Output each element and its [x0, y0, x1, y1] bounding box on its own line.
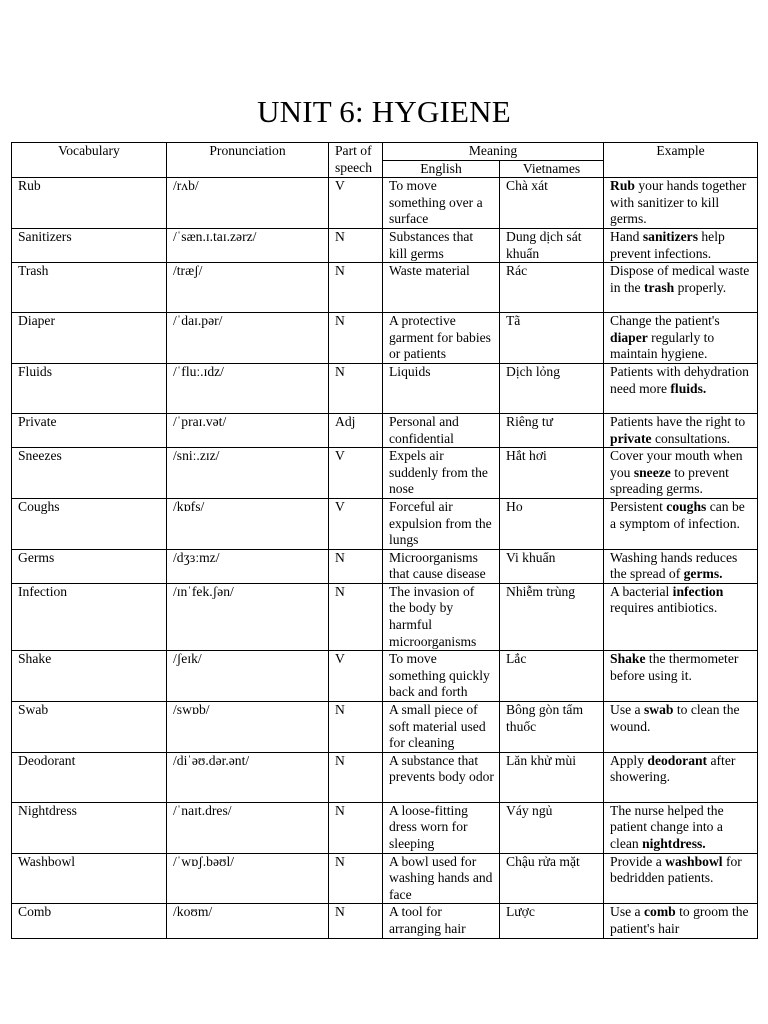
example-cell	[604, 263, 758, 313]
table-header	[12, 143, 758, 178]
part-of-speech-cell: N	[329, 263, 383, 313]
example-text: Hand	[610, 228, 643, 244]
example-cell	[604, 853, 758, 904]
example-text: Dispose of medical waste in the	[610, 263, 750, 295]
table-row	[12, 583, 758, 650]
example-text: Use a	[610, 702, 644, 718]
vocabulary-cell: Rub	[12, 178, 167, 229]
example-cell	[604, 802, 758, 853]
example-text: Washing hands reduces the spread of	[610, 549, 738, 582]
example-cell	[604, 413, 758, 447]
example-text: Cover your mouth when you	[610, 448, 743, 480]
vocabulary-table	[11, 142, 758, 939]
example-cell	[604, 178, 758, 229]
example-text: Apply	[610, 752, 648, 768]
pronunciation-cell: /ɪnˈfek.ʃən/	[167, 583, 329, 650]
vocabulary-cell: Swab	[12, 702, 167, 753]
example-cell	[604, 651, 758, 702]
example-text: to groom the patient's hair	[610, 904, 749, 936]
example-text: after showering.	[610, 752, 736, 785]
example-text: regularly to maintain hygiene.	[610, 329, 715, 362]
part-of-speech-cell: N	[329, 228, 383, 262]
example-keyword: infection	[672, 583, 724, 599]
part-of-speech-cell: N	[329, 752, 383, 802]
example-text: consultations.	[651, 430, 731, 446]
part-of-speech-cell: V	[329, 651, 383, 702]
pronunciation-cell: /kɒfs/	[167, 498, 329, 549]
example-keyword: Shake	[610, 651, 646, 667]
english-meaning-cell: A loose-fitting dress worn for sleeping	[383, 802, 500, 853]
table-row	[12, 802, 758, 853]
pronunciation-cell: /ˈsæn.ɪ.taɪ.zərz/	[167, 228, 329, 262]
vietnamese-meaning-cell: Lắc	[500, 651, 604, 702]
vocabulary-cell: Germs	[12, 549, 167, 583]
table-row	[12, 363, 758, 413]
vocabulary-cell: Comb	[12, 904, 167, 938]
pronunciation-cell: /ˈfluː.ɪdz/	[167, 363, 329, 413]
example-text: A bacterial	[610, 583, 673, 599]
vocabulary-cell: Infection	[12, 583, 167, 650]
header-example: Example	[604, 143, 758, 178]
example-keyword: comb	[644, 904, 676, 920]
vocabulary-cell: Sneezes	[12, 448, 167, 499]
english-meaning-cell: Expels air suddenly from the nose	[383, 448, 500, 499]
example-text: Patients with dehydration need more	[610, 363, 749, 396]
header-meaning: Meaning	[383, 143, 604, 161]
english-meaning-cell: Substances that kill germs	[383, 228, 500, 262]
example-keyword: trash	[644, 279, 675, 295]
vocabulary-cell: Sanitizers	[12, 228, 167, 262]
pronunciation-cell: /dʒɜːmz/	[167, 549, 329, 583]
header-vocabulary: Vocabulary	[12, 143, 167, 178]
part-of-speech-cell: V	[329, 498, 383, 549]
example-text: Persistent	[610, 498, 667, 514]
example-cell	[604, 702, 758, 753]
example-text: your hands together with sanitizer to kill germs.	[610, 178, 747, 227]
pronunciation-cell: /sniː.zɪz/	[167, 448, 329, 499]
vietnamese-meaning-cell: Vi khuẩn	[500, 549, 604, 583]
english-meaning-cell: To move something quickly back and forth	[383, 651, 500, 702]
part-of-speech-cell: N	[329, 702, 383, 753]
vocabulary-cell: Washbowl	[12, 853, 167, 904]
example-text: Patients have the right to	[610, 413, 746, 429]
table-row	[12, 651, 758, 702]
example-cell	[604, 904, 758, 938]
vocabulary-cell: Fluids	[12, 363, 167, 413]
part-of-speech-cell: N	[329, 363, 383, 413]
table-row	[12, 549, 758, 583]
vietnamese-meaning-cell: Chà xát	[500, 178, 604, 229]
example-keyword: fluids.	[670, 380, 707, 396]
pronunciation-cell: /ˈwɒʃ.bəʊl/	[167, 853, 329, 904]
pronunciation-cell: /ˈnaɪt.dres/	[167, 802, 329, 853]
pronunciation-cell: /ˈpraɪ.vət/	[167, 413, 329, 447]
english-meaning-cell: A tool for arranging hair	[383, 904, 500, 938]
pronunciation-cell: /diˈəʊ.dər.ənt/	[167, 752, 329, 802]
example-keyword: sanitizers	[642, 228, 698, 244]
part-of-speech-cell: N	[329, 904, 383, 938]
part-of-speech-cell: N	[329, 549, 383, 583]
vocabulary-cell: Diaper	[12, 313, 167, 364]
english-meaning-cell: A protective garment for babies or patients	[383, 313, 500, 364]
vocabulary-cell: Trash	[12, 263, 167, 313]
example-cell	[604, 228, 758, 262]
page-title: UNIT 6: HYGIENE	[257, 94, 511, 129]
example-keyword: private	[610, 430, 652, 446]
example-text: to prevent spreading germs.	[610, 464, 729, 497]
english-meaning-cell: Liquids	[383, 363, 500, 413]
english-meaning-cell: Microorganisms that cause disease	[383, 549, 500, 583]
example-text: properly.	[674, 279, 727, 295]
table-row	[12, 498, 758, 549]
example-cell	[604, 448, 758, 499]
pronunciation-cell: /rʌb/	[167, 178, 329, 229]
table-row	[12, 313, 758, 364]
example-text: The nurse helped the patient change into a clean	[610, 802, 724, 851]
example-text: to clean the wound.	[610, 702, 740, 734]
part-of-speech-cell: V	[329, 178, 383, 229]
example-text: Provide a	[610, 853, 666, 869]
vietnamese-meaning-cell: Riêng tư	[500, 413, 604, 447]
table-row	[12, 448, 758, 499]
example-cell	[604, 363, 758, 413]
part-of-speech-cell: N	[329, 313, 383, 364]
example-keyword: swab	[644, 702, 674, 718]
vietnamese-meaning-cell: Nhiễm trùng	[500, 583, 604, 650]
example-text: requires antibiotics.	[610, 600, 718, 616]
example-keyword: germs.	[683, 566, 723, 582]
part-of-speech-cell: Adj	[329, 413, 383, 447]
vocabulary-cell: Nightdress	[12, 802, 167, 853]
vietnamese-meaning-cell: Lược	[500, 904, 604, 938]
part-of-speech-cell: N	[329, 583, 383, 650]
example-keyword: Rub	[610, 178, 635, 194]
vocabulary-cell: Private	[12, 413, 167, 447]
vietnamese-meaning-cell: Hắt hơi	[500, 448, 604, 499]
vietnamese-meaning-cell: Dung dịch sát khuẩn	[500, 228, 604, 262]
table-row	[12, 702, 758, 753]
vietnamese-meaning-cell: Váy ngủ	[500, 802, 604, 853]
example-cell	[604, 583, 758, 650]
example-keyword: deodorant	[647, 752, 708, 768]
pronunciation-cell: /træʃ/	[167, 263, 329, 313]
table-row	[12, 263, 758, 313]
vietnamese-meaning-cell: Lăn khử mùi	[500, 752, 604, 802]
pronunciation-cell: /ʃeɪk/	[167, 651, 329, 702]
example-text: Change the patient's	[610, 313, 720, 329]
vietnamese-meaning-cell: Chậu rửa mặt	[500, 853, 604, 904]
header-english: English	[383, 160, 500, 178]
english-meaning-cell: Personal and confidential	[383, 413, 500, 447]
vocabulary-cell: Coughs	[12, 498, 167, 549]
table-row	[12, 752, 758, 802]
english-meaning-cell: A substance that prevents body odor	[383, 752, 500, 802]
vietnamese-meaning-cell: Rác	[500, 263, 604, 313]
english-meaning-cell: Waste material	[383, 263, 500, 313]
example-cell	[604, 549, 758, 583]
english-meaning-cell: To move something over a surface	[383, 178, 500, 229]
vietnamese-meaning-cell: Ho	[500, 498, 604, 549]
example-keyword: sneeze	[633, 464, 671, 480]
header-pronunciation: Pronunciation	[167, 143, 329, 178]
pronunciation-cell: /swɒb/	[167, 702, 329, 753]
example-text: Use a	[610, 904, 644, 920]
table-row	[12, 413, 758, 447]
part-of-speech-cell: N	[329, 853, 383, 904]
example-keyword: washbowl	[665, 853, 723, 869]
example-text: for bedridden patients.	[610, 853, 742, 886]
table-row	[12, 178, 758, 229]
example-text: help prevent infections.	[610, 228, 725, 261]
example-cell	[604, 313, 758, 364]
example-text: can be a symptom of infection.	[610, 498, 745, 531]
pronunciation-cell: /koʊm/	[167, 904, 329, 938]
table-row	[12, 228, 758, 262]
english-meaning-cell: A bowl used for washing hands and face	[383, 853, 500, 904]
vietnamese-meaning-cell: Bông gòn tẩm thuốc	[500, 702, 604, 753]
part-of-speech-cell: N	[329, 802, 383, 853]
pronunciation-cell: /ˈdaɪ.pər/	[167, 313, 329, 364]
header-part-of-speech: Part of speech	[329, 143, 383, 178]
english-meaning-cell: Forceful air expulsion from the lungs	[383, 498, 500, 549]
example-keyword: coughs	[666, 498, 707, 514]
example-cell	[604, 752, 758, 802]
example-cell	[604, 498, 758, 549]
vietnamese-meaning-cell: Tã	[500, 313, 604, 364]
english-meaning-cell: A small piece of soft material used for cleaning	[383, 702, 500, 753]
header-vietnamese: Vietnames	[500, 160, 604, 178]
table-row	[12, 904, 758, 938]
part-of-speech-cell: V	[329, 448, 383, 499]
table-row	[12, 853, 758, 904]
english-meaning-cell: The invasion of the body by harmful microorganisms	[383, 583, 500, 650]
example-keyword: diaper	[610, 329, 648, 345]
example-text: the thermometer before using it.	[610, 651, 739, 683]
vocabulary-cell: Shake	[12, 651, 167, 702]
example-keyword: nightdress.	[642, 836, 706, 851]
table-body	[12, 178, 758, 938]
vietnamese-meaning-cell: Dịch lỏng	[500, 363, 604, 413]
vocabulary-cell: Deodorant	[12, 752, 167, 802]
